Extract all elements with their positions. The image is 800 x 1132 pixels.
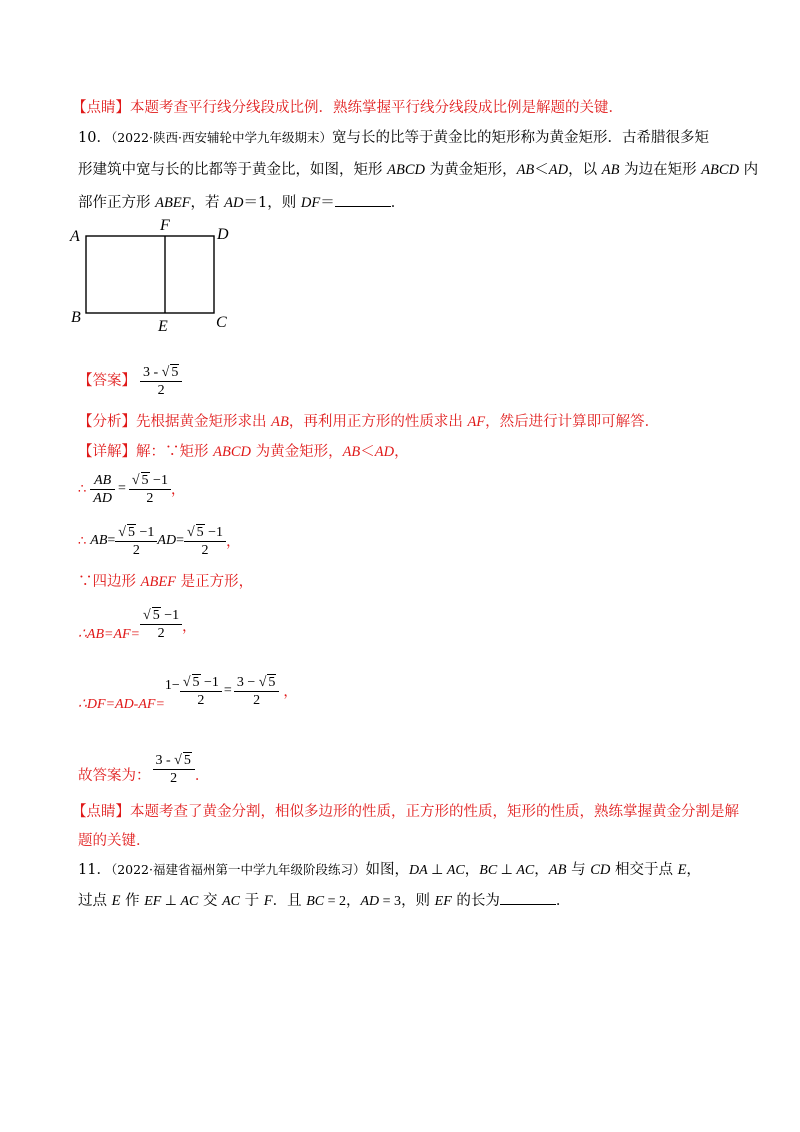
label-c: C (216, 314, 227, 331)
numerator: 3 - (155, 753, 175, 768)
ratio-ab-ad (90, 473, 115, 506)
text: 为边在矩形 (619, 162, 702, 178)
therefore-symbol: ∴ (78, 533, 87, 549)
root: 5 (152, 607, 160, 623)
math-var: DA (409, 863, 428, 878)
text: 相交于点 (610, 862, 678, 878)
analysis-row (78, 412, 659, 432)
math-var: ABEF (140, 574, 177, 590)
numerator-tail: −1 (200, 674, 219, 690)
fraction: $\frac{√ 5 -1}{2}$ (180, 674, 222, 708)
question-source: （2022·福建省福州第一中学九年级阶段练习） (110, 862, 366, 877)
text: ， (534, 862, 549, 878)
numerator: AB (90, 473, 115, 490)
fraction: $\frac{3 - √ 5}{2}$ (153, 752, 195, 786)
denominator: 2 (157, 625, 165, 641)
denominator: 2 (157, 383, 165, 398)
note-text: 本题考查了黄金分割，相似多边形的性质，正方形的性质，矩形的性质，熟练掌握黄金分割是解 (130, 804, 739, 820)
math-var: ABCD (701, 162, 740, 178)
numerator-tail: −1 (135, 525, 155, 540)
therefore-symbol: ∴ (78, 481, 87, 497)
denominator: 2 (197, 692, 205, 708)
numerator-tail: −1 (160, 607, 180, 623)
step-5 (78, 668, 297, 713)
math-var: AF (467, 414, 486, 430)
math-var: AB (271, 414, 289, 430)
golden-rectangle-figure (66, 214, 246, 336)
perp-symbol: ⊥ (427, 863, 447, 878)
text: 过点 (78, 893, 112, 909)
numerator-tail: −1 (204, 525, 224, 540)
math-var: F (263, 893, 273, 909)
text: 解：∵矩形 (136, 444, 214, 460)
text: ． (555, 893, 571, 909)
math-var: AD (224, 195, 244, 211)
text: ， (394, 444, 409, 460)
question-number: 11． (78, 862, 111, 878)
math-var: ABCD (213, 444, 251, 460)
root: 5 (127, 525, 135, 540)
text: ，再利用正方形的性质求出 (288, 414, 468, 430)
question-11-line-1 (78, 860, 701, 881)
numerator: 3 - (143, 365, 162, 380)
text: ． (390, 195, 406, 211)
question-number: 10． (78, 130, 111, 146)
text: ，以 (568, 162, 602, 178)
step-4 (78, 604, 196, 643)
text: ，若 (190, 195, 225, 211)
text: 为黄金矩形， (250, 444, 343, 460)
math-var: AC (516, 863, 535, 878)
math-var: ABCD (387, 162, 425, 178)
question-10-line-3 (78, 192, 405, 213)
label-f: F (160, 217, 170, 234)
final-answer (78, 752, 209, 786)
math-var: AB (342, 444, 361, 460)
fraction: $\frac{√ 5 -1}{2}$ (140, 607, 182, 641)
equals: = (107, 533, 116, 548)
math-var: AB (601, 162, 620, 178)
math-var: AC (446, 863, 465, 878)
numerator-tail: −1 (149, 473, 168, 488)
equals: = (117, 481, 126, 496)
math-var: CD (590, 862, 611, 878)
punctuation: ， (170, 482, 185, 498)
question-text: 宽与长的比等于黄金比的矩形称为黄金矩形．古希腊很多矩 (331, 130, 709, 146)
text: ， (345, 893, 361, 909)
denominator: 2 (146, 491, 154, 506)
rectangle-abcd (86, 236, 214, 313)
text: ∵四边形 (78, 574, 141, 590)
text: ＜ (360, 444, 375, 460)
math-var: EF (144, 894, 162, 909)
text: ＝1，则 (243, 195, 301, 211)
math-var: DF (300, 195, 321, 211)
answer-tag: 【答案】 (78, 373, 136, 389)
step-3 (78, 572, 253, 592)
math-var: AD (548, 162, 569, 178)
note-text: 题的关键． (78, 833, 151, 849)
answer-blank[interactable] (500, 890, 556, 905)
text: ，则 (401, 893, 435, 909)
text: 的长为 (451, 893, 500, 909)
text: 故答案为： (78, 767, 151, 784)
punctuation: ． (194, 767, 210, 784)
label-a: A (70, 228, 80, 245)
note-tag: 【点睛】 (72, 804, 130, 820)
root: 5 (192, 674, 200, 690)
math-term: = 2 (324, 894, 346, 909)
text: 于 (240, 893, 264, 909)
text: 为黄金矩形， (424, 162, 517, 178)
math-var: AD (157, 533, 177, 548)
label-b: B (71, 309, 81, 326)
math-var: E (677, 862, 687, 878)
question-10-line-2 (78, 160, 758, 180)
math-var: BC (306, 894, 325, 909)
detail-tag: 【详解】 (78, 444, 136, 460)
root: 5 (268, 674, 276, 690)
text: ．且 (272, 893, 307, 909)
note-key-point-2-line-1 (72, 802, 739, 822)
numerator: 3 − (236, 674, 259, 690)
root: 5 (141, 473, 149, 488)
denominator: 2 (201, 543, 209, 558)
text: ， (464, 862, 480, 878)
text: ，然后进行计算即可解答． (485, 414, 660, 430)
math-var: AB (516, 162, 535, 178)
label-d: D (217, 226, 229, 243)
math-var: E (111, 893, 121, 909)
text: 作 (120, 893, 145, 909)
text: 部作正方形 (78, 195, 156, 211)
text: 先根据黄金矩形求出 (136, 414, 272, 430)
math-var: ABEF (155, 195, 191, 211)
label-e: E (158, 318, 168, 335)
text: 如图， (365, 862, 409, 878)
math-var: AD (360, 894, 380, 909)
root: 5 (171, 365, 179, 380)
text: ∴DF=AD-AF= (78, 697, 165, 712)
punctuation: ， (182, 618, 197, 635)
text: 内 (739, 162, 759, 178)
text: ∴AB=AF= (78, 627, 141, 642)
question-11-line-2 (78, 890, 570, 912)
text: ， (686, 862, 701, 878)
text: ＜ (534, 162, 549, 178)
math-var: AB (90, 533, 108, 548)
perp-symbol: ⊥ (161, 894, 181, 909)
question-source: （2022·陕西·西安辅轮中学九年级期末） (110, 130, 332, 145)
math-var: BC (479, 863, 498, 878)
math-var: AD (374, 444, 395, 460)
analysis-tag: 【分析】 (78, 414, 136, 430)
math-var: EF (434, 894, 452, 909)
text: 形建筑中宽与长的比都等于黄金比，如图，矩形 (78, 162, 388, 178)
math-term: = 3 (379, 894, 402, 909)
perp-symbol: ⊥ (497, 863, 517, 878)
text: 交 (198, 893, 223, 909)
step-1 (78, 472, 185, 506)
fraction: $\frac{√ 5 -1}{2}$ (115, 524, 157, 558)
answer-row (78, 364, 182, 398)
root: 5 (183, 753, 191, 768)
math-var: AC (180, 894, 199, 909)
equals: = (223, 682, 232, 698)
answer-blank[interactable] (335, 192, 391, 207)
golden-ratio-fraction: $\frac{√ 5 -1}{2}$ (129, 472, 171, 506)
answer-fraction: $\frac{3 - √ 5}{2}$ (140, 364, 182, 398)
text: 与 (566, 862, 591, 878)
fraction: $\frac{√ 5 -1}{2}$ (184, 524, 226, 558)
root: 5 (196, 525, 204, 540)
denominator: 2 (170, 771, 178, 786)
note-text: 本题考查平行线分线段成比例．熟练掌握平行线分线段成比例是解题的关键． (130, 100, 623, 116)
detail-row (78, 442, 409, 462)
equals: = (176, 533, 184, 548)
question-10-line-1 (78, 128, 709, 148)
text: 是正方形， (176, 574, 254, 590)
fraction: $\frac{3 - √ 5}{2}$ (234, 674, 280, 708)
math-var: AB (548, 862, 567, 878)
punctuation: ， (283, 683, 298, 700)
text: ＝ (320, 195, 335, 211)
denominator: AD (93, 490, 112, 506)
denominator: 2 (132, 543, 140, 558)
punctuation: ， (226, 534, 241, 550)
note-key-point-1 (72, 98, 623, 118)
denominator: 2 (253, 692, 261, 708)
math-term: 1− (164, 677, 180, 693)
step-2 (78, 524, 240, 558)
note-tag: 【点睛】 (72, 100, 130, 116)
math-var: AC (222, 894, 240, 909)
note-key-point-2-line-2 (78, 831, 151, 851)
